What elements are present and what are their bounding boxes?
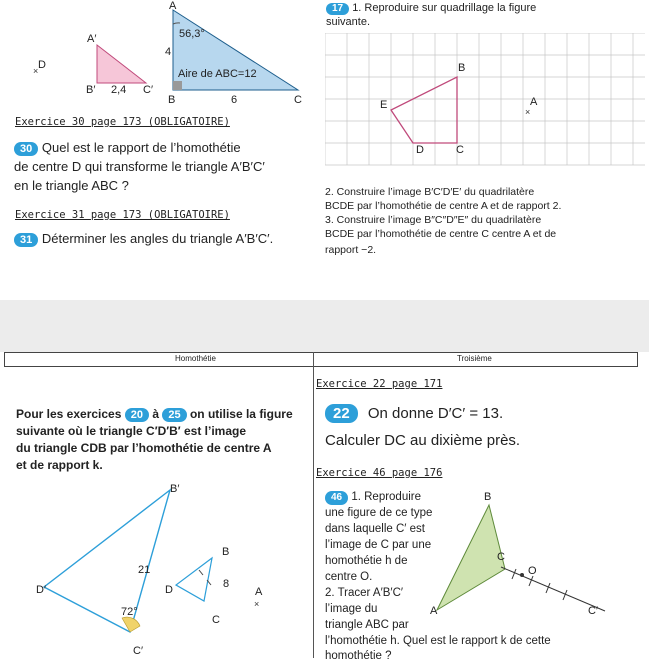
ex46-line-2: une figure de ce type <box>325 507 433 519</box>
ex46-heading: Exercice 46 page 176 <box>316 467 443 479</box>
ex30-line3: en le triangle ABC ? <box>14 178 129 193</box>
ex30-number-badge: 30 <box>14 142 38 156</box>
fig-label-b-prime: B′ <box>170 483 180 495</box>
ex46-number-badge: 46 <box>325 491 348 505</box>
fig-label-8: 8 <box>223 578 230 590</box>
bottom-left-figure <box>0 470 310 658</box>
header-right: Troisième <box>457 354 492 363</box>
header-divider <box>313 352 314 658</box>
ex30-line2: de centre D qui transforme le triangle A′B′C′ <box>14 159 265 174</box>
label-a: A <box>169 0 177 12</box>
ex46-label-c-prime: C′ <box>588 605 599 617</box>
ex31-line <box>14 231 273 247</box>
header-left: Homothétie <box>175 354 216 363</box>
header-bar <box>4 352 638 367</box>
grid-label-d: D <box>416 144 424 156</box>
label-b-prime: B′ <box>86 84 96 96</box>
top-left-figure <box>0 0 320 110</box>
fig-label-c: C <box>212 614 220 626</box>
triangle-c-prime-d-prime-b-prime <box>44 490 170 632</box>
triangle-a-prime-b-prime-c-prime <box>97 45 146 83</box>
ex31-number-badge: 31 <box>14 233 38 247</box>
ex17-q3b: BCDE par l’homothétie de centre C centre A et de <box>325 228 557 240</box>
fig-label-d-prime: D′ <box>36 584 47 596</box>
ex46-line-7: 2. Tracer A′B′C′ <box>325 587 404 599</box>
ex46-line-9: triangle ABC par <box>325 619 409 631</box>
fig-label-d: D <box>165 584 173 596</box>
ex22-line1 <box>325 404 503 423</box>
label-side-24: 2,4 <box>111 84 127 96</box>
ex17-q3c: rapport −2. <box>325 244 377 256</box>
ex20-25-t1: Pour les exercices <box>16 407 122 421</box>
ex20-25-line1 <box>16 407 293 422</box>
tick-mark-1 <box>199 570 203 575</box>
ex46-line-1 <box>325 491 421 505</box>
ex31-text: Déterminer les angles du triangle A′B′C′. <box>41 231 274 246</box>
ex46-line-6: centre O. <box>325 571 373 583</box>
ex46-label-c: C <box>497 551 505 563</box>
ex17-q2b: BCDE par l’homothétie de centre A et de rapport 2. <box>325 200 562 212</box>
ex17-q2: 2. Construire l’image B′C′D′E′ du quadrilatère <box>325 186 535 198</box>
quadrilateral-bcde <box>391 77 457 143</box>
ex46-line-11: homothétie ? <box>325 650 392 662</box>
grid-label-b: B <box>458 62 466 74</box>
ex17-number-badge: 17 <box>326 3 349 15</box>
ex22-text-1: On donne D′C′ = 13. <box>367 405 504 422</box>
label-side-4: 4 <box>165 46 172 58</box>
ex20-25-line4: et de rapport k. <box>16 458 103 472</box>
ex46-text-0: 1. Reproduire <box>351 491 422 503</box>
label-a-prime: A′ <box>87 33 97 45</box>
ex46-line-8: l’image du <box>325 603 378 615</box>
point-o <box>520 573 524 577</box>
ex46-label-a: A <box>430 605 438 617</box>
label-area: Aire de ABC=12 <box>178 68 257 80</box>
grid-label-a: A <box>530 96 538 108</box>
ex30-line1 <box>14 140 241 156</box>
label-side-6: 6 <box>231 94 238 106</box>
ex22-heading: Exercice 22 page 171 <box>316 378 443 390</box>
ex46-label-b: B <box>484 491 492 503</box>
top-section <box>0 0 649 300</box>
ex20-25-line3: du triangle CDB par l’homothétie de centre A <box>16 441 272 455</box>
ex20-25-line2: suivante où le triangle C′D′B′ est l’image <box>16 424 247 438</box>
ex20-25-t3: on utilise la figure <box>189 407 293 421</box>
fig-label-21: 21 <box>138 564 151 576</box>
ex20-badge: 20 <box>125 408 149 422</box>
ex46-figure <box>425 495 625 620</box>
ex46-label-o: O <box>528 565 537 577</box>
label-c: C <box>294 94 302 106</box>
ex46-line-5: homothétie h de <box>325 555 408 567</box>
ex20-25-t2: à <box>152 407 160 421</box>
ex25-badge: 25 <box>162 408 186 422</box>
label-b: B <box>168 94 176 106</box>
point-a-cross-bottom: × <box>254 599 260 609</box>
right-angle-mark <box>173 81 182 90</box>
ex17-line1 <box>326 2 536 15</box>
ex30-heading: Exercice 30 page 173 (OBLIGATOIRE) <box>15 116 230 128</box>
ex17-q1: 1. Reproduire sur quadrillage la figure <box>352 2 537 14</box>
point-a-cross: × <box>525 107 531 117</box>
fig-label-b: B <box>222 546 230 558</box>
ex30-text-1: Quel est le rapport de l’homothétie <box>41 140 241 155</box>
fig-label-c-prime: C′ <box>133 645 144 657</box>
grid-label-c: C <box>456 144 464 156</box>
label-angle: 56,3° <box>179 28 205 40</box>
triangle-abc-green <box>437 505 505 610</box>
ex46-line-10: l’homothétie h. Quel est le rapport k de cette <box>325 635 551 647</box>
ex46-line-3: dans laquelle C′ est <box>325 523 425 535</box>
ex17-q1b: suivante. <box>326 16 371 28</box>
ex22-line2: Calculer DC au dixième près. <box>325 432 521 449</box>
grid-figure <box>325 33 645 178</box>
ex46-line-4: l’image de C par une <box>325 539 432 551</box>
ex31-heading: Exercice 31 page 173 (OBLIGATOIRE) <box>15 209 230 221</box>
triangle-cdb <box>176 558 212 601</box>
fig-label-a: A <box>255 586 263 598</box>
fig-label-72: 72° <box>121 606 138 618</box>
ex17-q3: 3. Construire l’image B″C″D″E″ du quadrilatère <box>325 214 542 226</box>
ex22-number-badge: 22 <box>325 404 358 423</box>
label-d: D <box>38 59 46 71</box>
separator-band <box>0 300 649 352</box>
point-d-cross: × <box>33 66 39 76</box>
grid-label-e: E <box>380 99 388 111</box>
label-c-prime: C′ <box>143 84 154 96</box>
